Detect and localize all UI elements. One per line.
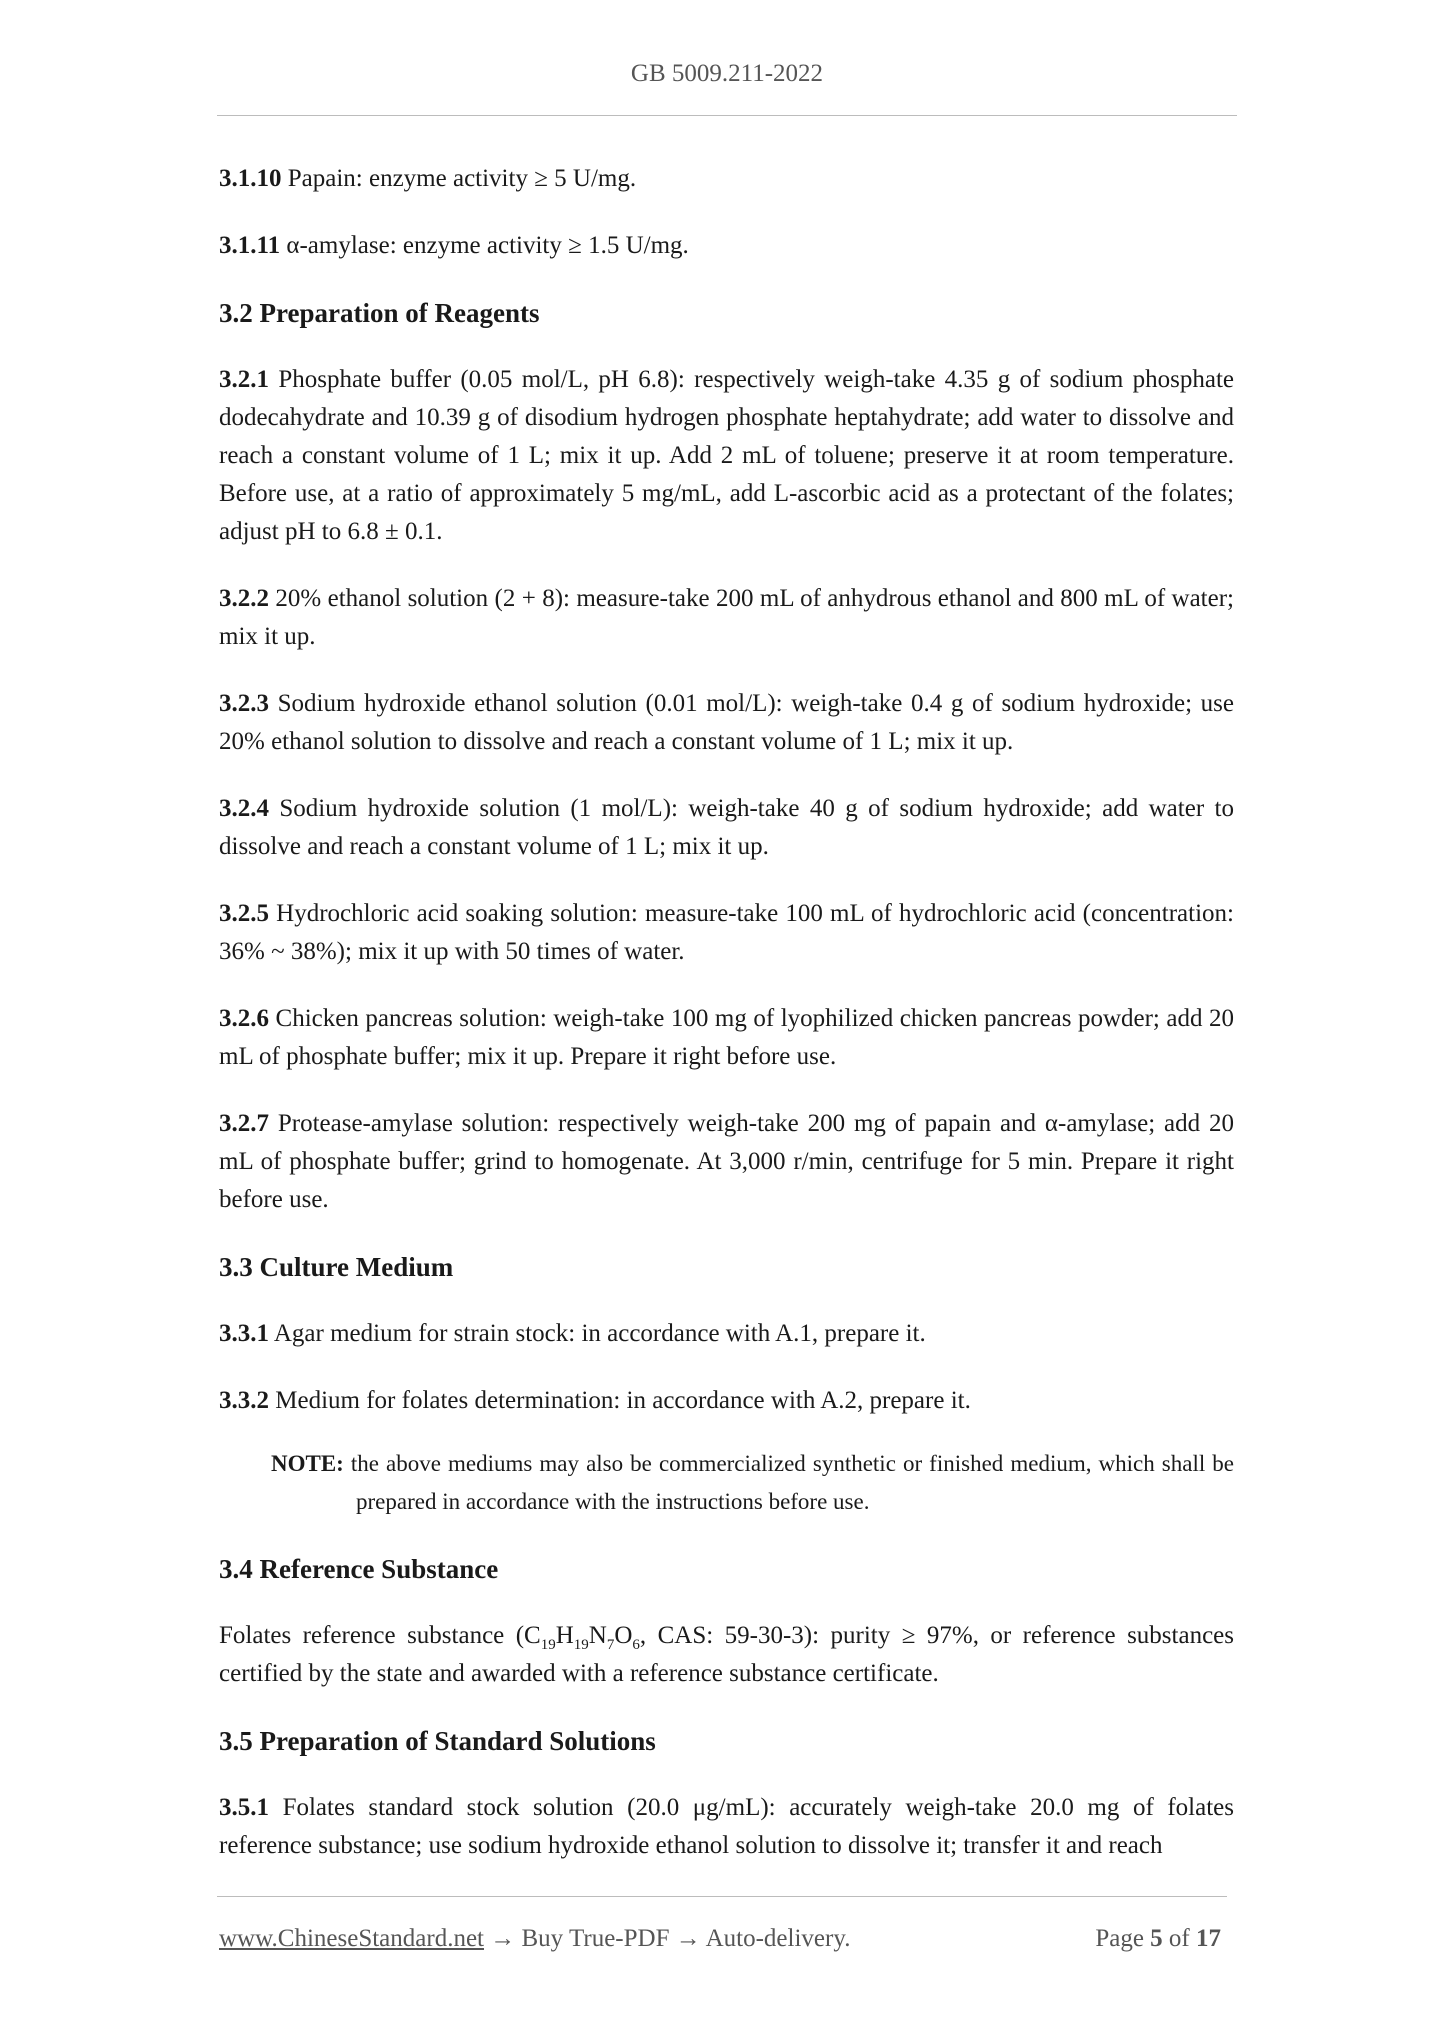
page-indicator [1095,1925,1221,1953]
clause-number: 3.2.1 [219,366,269,393]
clause-text: Chicken pancreas solution: weigh-take 100 mg of lyophilized chicken pancreas powder; add 20 mL of phosphate buffer; mix it up. Prepare it right before use. [219,1005,1234,1070]
clause-3-3-1 [219,1315,1234,1353]
section-heading-3-2: 3.2 Preparation of Reagents [219,298,540,328]
current-page-number: 5 [1150,1925,1163,1952]
formula-subscript: 19 [573,1637,589,1653]
clause-text: 20% ethanol solution (2 + 8): measure-take 200 mL of anhydrous ethanol and 800 mL of water; mix it up. [219,585,1234,650]
clause-number: 3.2.6 [219,1005,269,1032]
clause-number: 3.3.1 [219,1320,269,1347]
formula-prefix: Folates reference substance (C [219,1622,541,1649]
page-label: Page [1095,1925,1144,1952]
clause-3-1-10 [219,160,1234,198]
clause-text: Sodium hydroxide ethanol solution (0.01 mol/L): weigh-take 0.4 g of sodium hydroxide; use 20% ethanol solution to dissolve and reach a constant volume of 1 L; mix it up. [219,690,1234,755]
clause-text: Agar medium for strain stock: in accordance with A.1, prepare it. [269,1320,926,1347]
clause-number: 3.2.5 [219,900,269,927]
clause-3-2-2 [219,580,1234,656]
section-heading-3-3: 3.3 Culture Medium [219,1252,454,1282]
formula-subscript: 7 [606,1637,615,1653]
clause-number: 3.3.2 [219,1387,269,1414]
section-heading-3-4: 3.4 Reference Substance [219,1554,499,1584]
header-divider [217,115,1237,116]
note-label: NOTE: [271,1451,344,1476]
clause-number: 3.5.1 [219,1794,269,1821]
formula-subscript: 6 [632,1637,640,1653]
clause-number: 3.2.7 [219,1110,269,1137]
clause-3-4 [219,1617,1234,1693]
formula-element: O [614,1622,633,1649]
clause-text: Phosphate buffer (0.05 mol/L, pH 6.8): respectively weigh-take 4.35 g of sodium phosphate dodecahydrate and 10.39 g of disodium hydrogen phosphate heptahydrate; add water to dissolve and reach a constant volume of 1 L; mix it up. Add 2 mL of toluene; preserve it at room temperature. Before use, at a ratio of approximately 5 mg/mL, add L-ascorbic acid as a protectant of the folates; adjust pH to 6.8 ± 0.1. [219,366,1234,545]
clause-3-3-2 [219,1382,1234,1420]
clause-3-5-1 [219,1789,1234,1865]
clause-text: Medium for folates determination: in accordance with A.2, prepare it. [269,1387,971,1414]
clause-text: Hydrochloric acid soaking solution: measure-take 100 mL of hydrochloric acid (concentration: 36% ~ 38%); mix it up with 50 times of water. [219,900,1234,965]
clause-number: 3.2.2 [219,585,269,612]
clause-3-2-4 [219,790,1234,866]
footer-promo [219,1925,850,1953]
formula-element: N [588,1622,607,1649]
clause-3-2-5 [219,895,1234,971]
note-block [271,1445,1234,1521]
formula-subscript: 19 [540,1637,556,1653]
clause-3-2-3 [219,685,1234,761]
clause-3-2-6 [219,1000,1234,1076]
clause-text: Folates standard stock solution (20.0 μg/mL): accurately weigh-take 20.0 mg of folates reference substance; use sodium hydroxide ethanol solution to dissolve it; transfer it and reach [219,1794,1234,1859]
clause-text: Protease-amylase solution: respectively weigh-take 200 mg of papain and α-amylase; add 20 mL of phosphate buffer; grind to homogenate. At 3,000 r/min, centrifuge for 5 min. Prepare it right before use. [219,1110,1234,1213]
clause-text: , CAS: 59-30-3): purity ≥ 97%, or reference substances certified by the state and awarded with a reference substance certificate. [219,1622,1235,1687]
clause-number: 3.1.11 [219,232,281,259]
clause-3-2-7 [219,1105,1234,1219]
clause-3-2-1 [219,361,1234,551]
note-text: the above mediums may also be commercialized synthetic or finished medium, which shall be prepared in accordance with the instructions before use. [343,1451,1234,1514]
clause-number: 3.2.3 [219,690,269,717]
clause-text: Papain: enzyme activity ≥ 5 U/mg. [281,165,637,192]
clause-number: 3.2.4 [219,795,269,822]
total-pages-number: 17 [1196,1925,1221,1952]
page-content [219,160,1234,1894]
clause-number: 3.1.10 [219,165,282,192]
clause-text: α-amylase: enzyme activity ≥ 1.5 U/mg. [280,232,689,259]
clause-3-1-11 [219,227,1234,265]
formula-element: H [555,1622,574,1649]
section-heading-3-5: 3.5 Preparation of Standard Solutions [219,1726,656,1756]
of-label: of [1168,1925,1190,1952]
document-id-header: GB 5009.211-2022 [630,60,824,87]
footer-promo-text: → Buy True-PDF → Auto-delivery. [484,1925,851,1952]
clause-text: Sodium hydroxide solution (1 mol/L): weigh-take 40 g of sodium hydroxide; add water to dissolve and reach a constant volume of 1 L; mix it up. [219,795,1234,860]
footer-divider [217,1896,1227,1897]
website-link[interactable]: www.ChineseStandard.net [219,1925,484,1952]
